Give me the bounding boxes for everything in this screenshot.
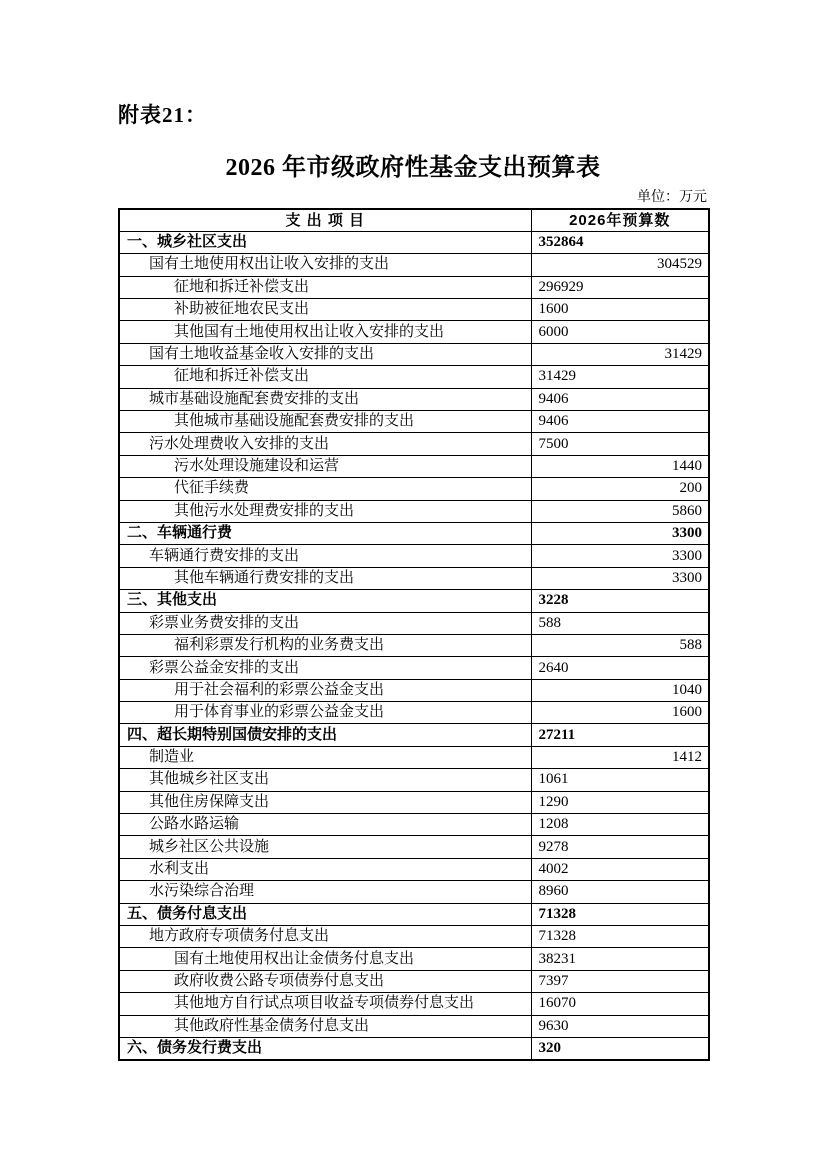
expense-item-cell: 彩票业务费安排的支出 xyxy=(119,612,531,634)
table-row xyxy=(119,926,709,948)
table-row xyxy=(119,814,709,836)
expense-item-cell: 国有土地使用权出让收入安排的支出 xyxy=(119,254,531,276)
expense-item-cell: 征地和拆迁补偿支出 xyxy=(119,276,531,298)
table-row xyxy=(119,590,709,612)
table-header-row xyxy=(119,209,709,231)
table-row xyxy=(119,858,709,880)
budget-value-cell: 7397 xyxy=(531,970,709,992)
budget-value-cell: 1040 xyxy=(531,679,709,701)
expense-item-cell: 污水处理费收入安排的支出 xyxy=(119,433,531,455)
table-row xyxy=(119,545,709,567)
table-row xyxy=(119,478,709,500)
expense-item-cell: 政府收费公路专项债券付息支出 xyxy=(119,970,531,992)
expense-item-cell: 用于体育事业的彩票公益金支出 xyxy=(119,702,531,724)
expense-item-cell: 三、其他支出 xyxy=(119,590,531,612)
budget-value-cell: 71328 xyxy=(531,903,709,925)
budget-value-cell: 4002 xyxy=(531,858,709,880)
budget-value-cell: 320 xyxy=(531,1037,709,1059)
expense-item-cell: 其他政府性基金债务付息支出 xyxy=(119,1015,531,1037)
budget-value-cell: 9278 xyxy=(531,836,709,858)
table-row xyxy=(119,746,709,768)
table-row xyxy=(119,702,709,724)
budget-value-cell: 1290 xyxy=(531,791,709,813)
budget-value-cell: 200 xyxy=(531,478,709,500)
budget-table xyxy=(118,208,710,1061)
table-row xyxy=(119,1037,709,1059)
table-row xyxy=(119,254,709,276)
page-title: 2026 年市级政府性基金支出预算表 xyxy=(225,155,601,181)
expense-item-cell: 城市基础设施配套费安排的支出 xyxy=(119,388,531,410)
table-row xyxy=(119,522,709,544)
expense-item-cell: 其他城市基础设施配套费安排的支出 xyxy=(119,411,531,433)
budget-value-cell: 3228 xyxy=(531,590,709,612)
expense-item-cell: 其他污水处理费安排的支出 xyxy=(119,500,531,522)
expense-item-cell: 代征手续费 xyxy=(119,478,531,500)
table-row xyxy=(119,612,709,634)
expense-item-cell: 其他车辆通行费安排的支出 xyxy=(119,567,531,589)
budget-value-cell: 38231 xyxy=(531,948,709,970)
budget-table-body xyxy=(119,231,709,1059)
budget-value-cell: 1600 xyxy=(531,299,709,321)
budget-value-cell: 6000 xyxy=(531,321,709,343)
expense-item-cell: 车辆通行费安排的支出 xyxy=(119,545,531,567)
budget-value-cell: 3300 xyxy=(531,545,709,567)
table-row xyxy=(119,903,709,925)
table-row xyxy=(119,657,709,679)
table-row xyxy=(119,388,709,410)
table-row xyxy=(119,679,709,701)
table-row xyxy=(119,970,709,992)
expense-item-cell: 其他地方自行试点项目收益专项债券付息支出 xyxy=(119,993,531,1015)
budget-value-cell: 9406 xyxy=(531,388,709,410)
table-row xyxy=(119,724,709,746)
budget-value-cell: 296929 xyxy=(531,276,709,298)
budget-value-cell: 1208 xyxy=(531,814,709,836)
budget-value-cell: 7500 xyxy=(531,433,709,455)
expense-item-cell: 福利彩票发行机构的业务费支出 xyxy=(119,634,531,656)
expense-item-cell: 水污染综合治理 xyxy=(119,881,531,903)
table-row xyxy=(119,299,709,321)
budget-value-cell: 588 xyxy=(531,612,709,634)
budget-value-cell: 2640 xyxy=(531,657,709,679)
budget-value-cell: 352864 xyxy=(531,231,709,253)
expense-item-cell: 其他住房保障支出 xyxy=(119,791,531,813)
table-row xyxy=(119,343,709,365)
expense-item-cell: 用于社会福利的彩票公益金支出 xyxy=(119,679,531,701)
expense-item-cell: 四、超长期特别国债安排的支出 xyxy=(119,724,531,746)
budget-value-cell: 5860 xyxy=(531,500,709,522)
budget-value-cell: 588 xyxy=(531,634,709,656)
expense-item-cell: 城乡社区公共设施 xyxy=(119,836,531,858)
table-row xyxy=(119,836,709,858)
budget-value-cell: 8960 xyxy=(531,881,709,903)
budget-value-cell: 9630 xyxy=(531,1015,709,1037)
budget-value-cell: 3300 xyxy=(531,522,709,544)
expense-item-cell: 二、车辆通行费 xyxy=(119,522,531,544)
table-row xyxy=(119,500,709,522)
expense-item-cell: 其他城乡社区支出 xyxy=(119,769,531,791)
budget-value-cell: 3300 xyxy=(531,567,709,589)
budget-value-cell: 71328 xyxy=(531,926,709,948)
budget-value-cell: 1600 xyxy=(531,702,709,724)
expense-item-cell: 一、城乡社区支出 xyxy=(119,231,531,253)
table-row xyxy=(119,769,709,791)
expense-item-cell: 征地和拆迁补偿支出 xyxy=(119,366,531,388)
expense-item-cell: 公路水路运输 xyxy=(119,814,531,836)
expense-item-cell: 彩票公益金安排的支出 xyxy=(119,657,531,679)
table-row xyxy=(119,321,709,343)
table-row xyxy=(119,567,709,589)
expense-item-cell: 五、债务付息支出 xyxy=(119,903,531,925)
expense-item-cell: 地方政府专项债务付息支出 xyxy=(119,926,531,948)
budget-value-cell: 1061 xyxy=(531,769,709,791)
expense-item-cell: 其他国有土地使用权出让收入安排的支出 xyxy=(119,321,531,343)
attachment-label: 附表21： xyxy=(118,103,207,127)
table-row xyxy=(119,455,709,477)
table-row xyxy=(119,231,709,253)
table-row xyxy=(119,433,709,455)
budget-value-cell: 304529 xyxy=(531,254,709,276)
table-row xyxy=(119,411,709,433)
budget-value-cell: 1440 xyxy=(531,455,709,477)
budget-value-cell: 9406 xyxy=(531,411,709,433)
budget-value-cell: 16070 xyxy=(531,993,709,1015)
unit-note: 单位：万元 xyxy=(637,190,707,205)
table-row xyxy=(119,948,709,970)
expense-item-cell: 国有土地使用权出让金债务付息支出 xyxy=(119,948,531,970)
expense-item-cell: 水利支出 xyxy=(119,858,531,880)
table-row xyxy=(119,366,709,388)
table-row xyxy=(119,791,709,813)
table-row xyxy=(119,881,709,903)
expense-item-cell: 污水处理设施建设和运营 xyxy=(119,455,531,477)
expense-item-cell: 补助被征地农民支出 xyxy=(119,299,531,321)
budget-value-cell: 31429 xyxy=(531,343,709,365)
expense-item-cell: 六、债务发行费支出 xyxy=(119,1037,531,1059)
expense-item-cell: 制造业 xyxy=(119,746,531,768)
budget-value-cell: 31429 xyxy=(531,366,709,388)
table-row xyxy=(119,993,709,1015)
table-row xyxy=(119,276,709,298)
budget-value-cell: 27211 xyxy=(531,724,709,746)
budget-value-cell: 1412 xyxy=(531,746,709,768)
budget-value-column-header: 2026年预算数 xyxy=(531,209,709,231)
table-row xyxy=(119,1015,709,1037)
expense-item-column-header: 支 出 项 目 xyxy=(119,209,531,231)
table-row xyxy=(119,634,709,656)
expense-item-cell: 国有土地收益基金收入安排的支出 xyxy=(119,343,531,365)
